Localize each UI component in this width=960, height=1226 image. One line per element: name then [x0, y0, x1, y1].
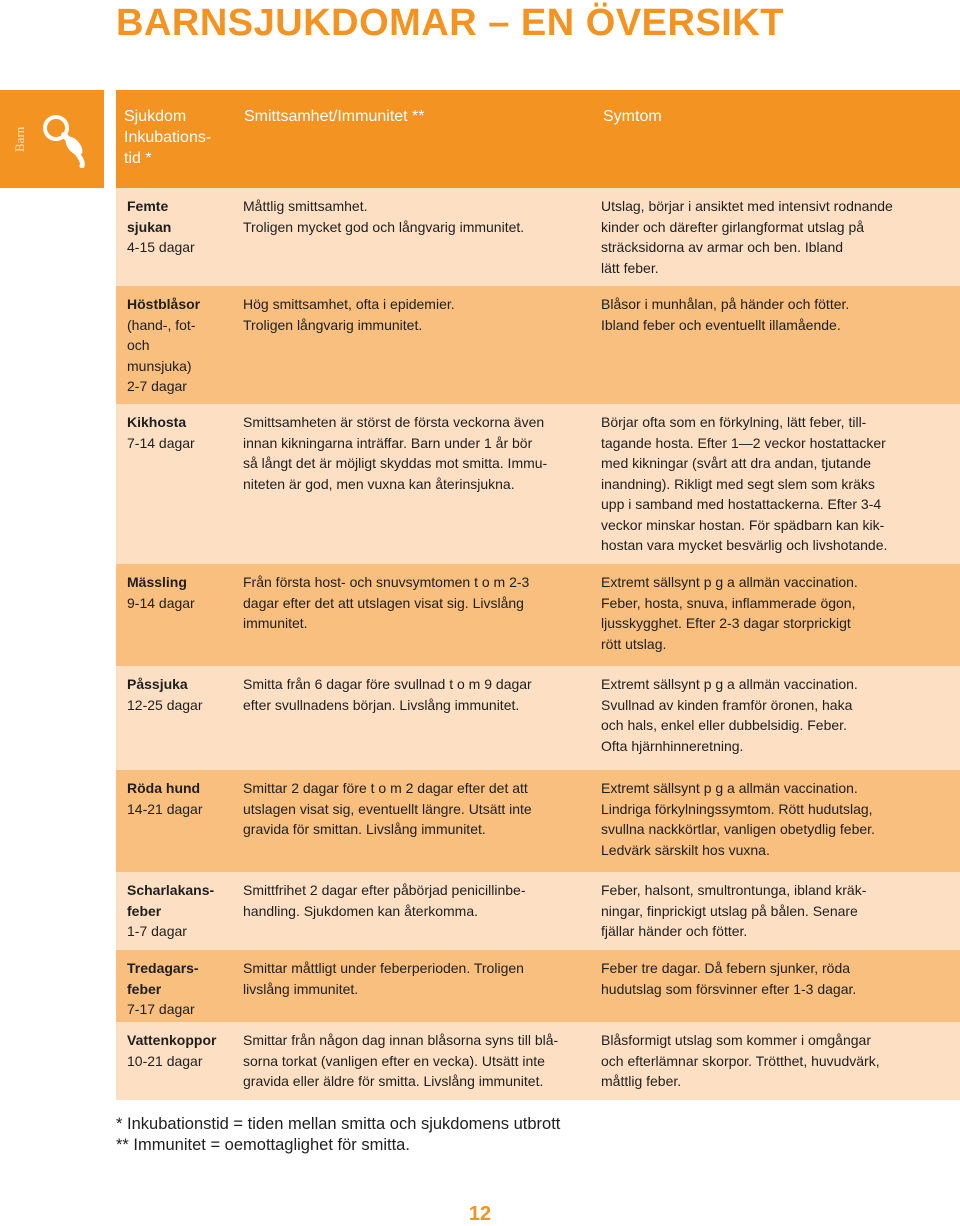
- table-row: [116, 188, 960, 286]
- contagion-text: Smittar måttligt under feberperioden. Troligen livslång immunitet.: [243, 960, 524, 997]
- symptoms-text: Blåsor i munhålan, på händer och fötter. Ibland feber och eventuellt illamående.: [601, 296, 850, 333]
- header-disease: Sjukdom Inkubations- tid *: [124, 108, 212, 167]
- footnote-immunity: ** Immunitet = oemottaglighet för smitta.: [116, 1136, 410, 1154]
- disease-name: Femte sjukan 4-15 dagar: [127, 198, 195, 255]
- symptoms-text: Extremt sällsynt p g a allmän vaccination. Svullnad av kinden framför öronen, haka och hals, enkel eller dubbelsidig. Feber. Ofta hjärnhinneretning.: [601, 676, 858, 754]
- contagion-text: Smitta från 6 dagar före svullnad t o m 9 dagar efter svullnadens början. Livslång immunitet.: [243, 676, 532, 713]
- contagion-text: Smittar från någon dag innan blåsorna syns till blå- sorna torkat (vanligen efter en vecka). Utsätt inte gravida eller äldre för smitta. Livslång immunitet.: [243, 1032, 559, 1089]
- contagion-text: Smittar 2 dagar före t o m 2 dagar efter det att utslagen visat sig, eventuellt längre. Utsätt inte gravida för smittan. Livslång immunitet.: [243, 780, 532, 837]
- header-contagiousness: Smittsamhet/Immunitet **: [244, 108, 425, 125]
- disease-name: Kikhosta 7-14 dagar: [127, 414, 195, 451]
- footnotes: [116, 1114, 560, 1156]
- page-number: 12: [468, 1203, 492, 1225]
- symptoms-text: Utslag, börjar i ansiktet med intensivt rodnande kinder och därefter girlangformat utslag på sträcksidorna av armar och ben. Ibland lätt feber.: [601, 198, 893, 276]
- contagion-text: Hög smittsamhet, ofta i epidemier. Troligen långvarig immunitet.: [243, 296, 455, 333]
- contagion-text: Från första host- och snuvsymtomen t o m 2-3 dagar efter det att utslagen visat sig. Livslång immunitet.: [243, 574, 530, 631]
- disease-name: Tredagars- feber 7-17 dagar: [127, 960, 199, 1017]
- footnote-incubation: * Inkubationstid = tiden mellan smitta och sjukdomens utbrott: [116, 1115, 561, 1133]
- header-symptoms: Symtom: [603, 108, 662, 125]
- disease-name: Höstblåsor (hand-, fot- och munsjuka) 2-7 dagar: [127, 296, 201, 394]
- disease-name: Vattenkoppor 10-21 dagar: [127, 1032, 217, 1069]
- table-header: [116, 90, 960, 188]
- table-row: [116, 404, 960, 564]
- contagion-text: Måttlig smittsamhet. Troligen mycket god och långvarig immunitet.: [243, 198, 525, 235]
- disease-name: Mässling 9-14 dagar: [127, 574, 195, 611]
- table-row: [116, 770, 960, 872]
- symptoms-text: Feber tre dagar. Då febern sjunker, röda hudutslag som försvinner efter 1-3 dagar.: [601, 960, 857, 997]
- page-title: BARNSJUKDOMAR – EN ÖVERSIKT: [116, 2, 785, 44]
- table-row: [116, 666, 960, 770]
- symptoms-text: Extremt sällsynt p g a allmän vaccination. Lindriga förkylningssymtom. Rött hudutslag, svullna nackkörtlar, vanligen obetydlig feber. Ledvärk särskilt hos vuxna.: [601, 780, 875, 858]
- pacifier-icon: [38, 108, 94, 168]
- contagion-text: Smittsamheten är störst de första veckorna även innan kikningarna inträffar. Barn under 1 år bör så långt det är möjligt skyddas mot smitta. Immu- niteten är god, men vuxna kan återinsjukna.: [243, 414, 548, 492]
- contagion-text: Smittfrihet 2 dagar efter påbörjad penicillinbe- handling. Sjukdomen kan återkomma.: [243, 882, 526, 919]
- table-row: [116, 872, 960, 950]
- side-tab-label: Barn: [12, 126, 27, 152]
- table-row: [116, 286, 960, 404]
- side-tab: [0, 90, 104, 188]
- table-row: [116, 1022, 960, 1100]
- symptoms-text: Blåsformigt utslag som kommer i omgångar och efterlämnar skorpor. Trötthet, huvudvärk, måttlig feber.: [601, 1032, 880, 1089]
- disease-name: Påssjuka 12-25 dagar: [127, 676, 203, 713]
- table-row: [116, 564, 960, 666]
- symptoms-text: Feber, halsont, smultrontunga, ibland kräk- ningar, finprickigt utslag på bålen. Senare fjällar händer och fötter.: [601, 882, 867, 939]
- table-row: [116, 950, 960, 1022]
- disease-name: Scharlakans- feber 1-7 dagar: [127, 882, 215, 939]
- symptoms-text: Extremt sällsynt p g a allmän vaccination. Feber, hosta, snuva, inflammerade ögon, ljusskygghet. Efter 2-3 dagar storprickigt rött utslag.: [601, 574, 858, 652]
- disease-name: Röda hund 14-21 dagar: [127, 780, 203, 817]
- symptoms-text: Börjar ofta som en förkylning, lätt feber, till- tagande hosta. Efter 1—2 veckor hostattacker med kikningar (svårt att dra andan, tjutande inandning). Rikligt med segt slem som kräks upp i samband med hostattackerna. Efter 3-4 veckor minskar hostan. För spädbarn kan kik- hostan vara mycket besvärlig och livshotande.: [601, 414, 888, 553]
